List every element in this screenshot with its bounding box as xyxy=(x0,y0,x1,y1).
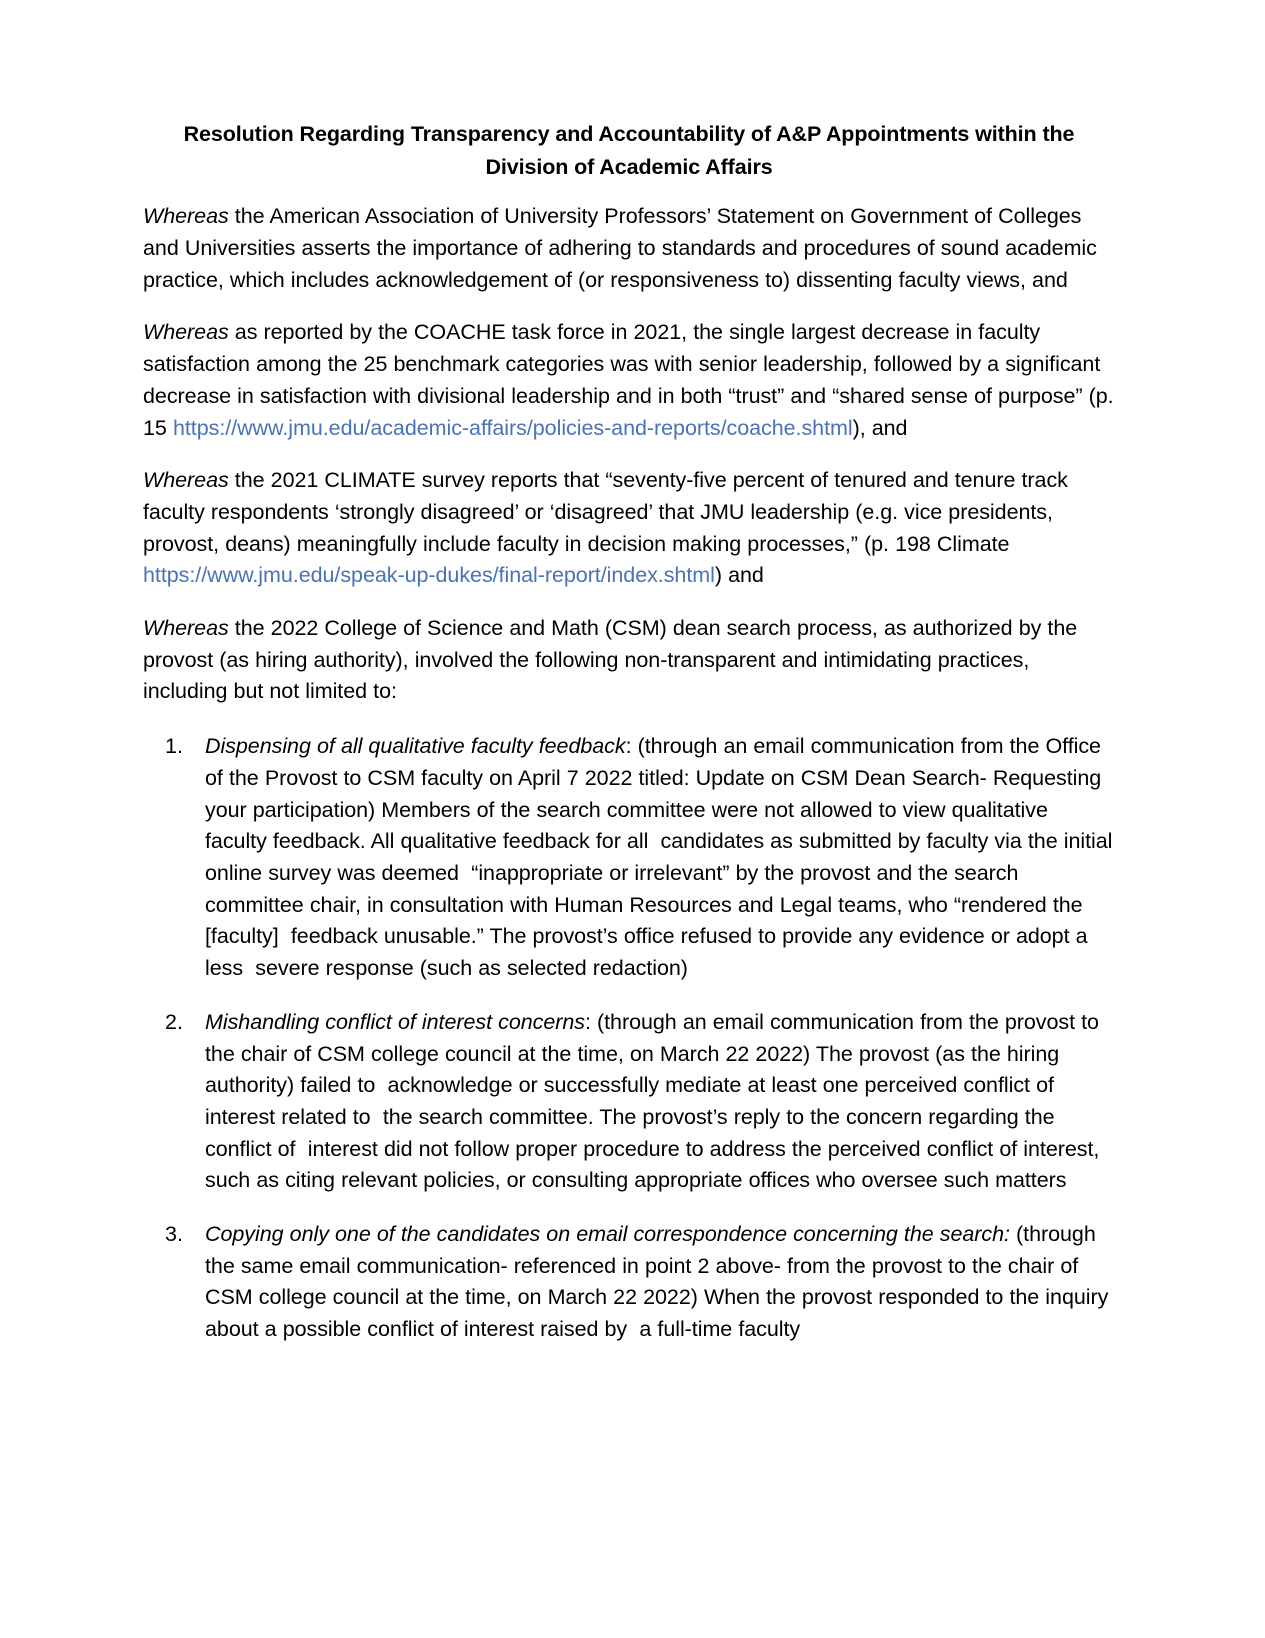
coache-report-link[interactable]: https://www.jmu.edu/academic-affairs/policies-and-reports/coache.shtml xyxy=(172,415,853,440)
whereas-keyword: Whereas xyxy=(143,204,229,229)
clause-body-after-link: ) and xyxy=(714,563,764,588)
list-item-body: (through the same email communication- referenced in point 2 above- from the provost to the chair of CSM college council at the time, on March 22 2022) When the provost responded to the inquiry about a possible conflict of interest raised by a full-time faculty xyxy=(205,1222,1115,1342)
list-item-lead: Mishandling conflict of interest concerns xyxy=(205,1009,585,1034)
page-title: Resolution Regarding Transparency and Accountability of A&P Appointments within the Division of Academic Affairs xyxy=(183,122,1075,179)
whereas-keyword: Whereas xyxy=(143,616,229,641)
whereas-clause-1 xyxy=(143,201,1115,296)
whereas-clause-4 xyxy=(143,613,1115,708)
list-item-body: : (through an email communication from the provost to the chair of CSM college council at the time, on March 22 2022) The provost (as the hiring authority) failed to acknowledge or successfully mediate at least one perceived conflict of interest related to the search committee. The provost’s reply to the concern regarding the conflict of interest did not follow proper procedure to address the perceived conflict of interest, such as citing relevant policies, or consulting appropriate offices who oversee such matters xyxy=(205,1009,1112,1193)
list-item-body: : (through an email communication from the Office of the Provost to CSM faculty on April 7 2022 titled: Update on CSM Dean Search- Requesting your participation) Members of the search committee were not allowed to view qualitative faculty feedback. All qualitative feedback for all candidates as submitted by faculty via the initial online survey was deemed “inappropriate or irrelevant” by the provost and the search committee chair, in consultation with Human Resources and Legal teams, who “rendered the [faculty] feedback unusable.” The provost’s office refused to provide any evidence or adopt a less severe response (such as selected redaction) xyxy=(205,734,1119,981)
climate-report-link[interactable]: https://www.jmu.edu/speak-up-dukes/final-report/index.shtml xyxy=(143,563,715,588)
whereas-clause-3 xyxy=(143,465,1115,592)
whereas-keyword: Whereas xyxy=(143,468,229,493)
list-item xyxy=(189,1007,1115,1197)
whereas-clause-2 xyxy=(143,317,1120,444)
clause-body: the American Association of University Professors’ Statement on Government of Colleges and Universities asserts the importance of adhering to standards and procedures of sound academic practice, which includes acknowledgement of (or responsiveness to) dissenting faculty views, and xyxy=(143,204,1103,292)
whereas-keyword: Whereas xyxy=(143,320,229,345)
list-item-lead: Dispensing of all qualitative faculty feedback xyxy=(205,734,626,759)
list-item xyxy=(189,1219,1115,1346)
practices-list xyxy=(143,731,1119,1346)
clause-body-before-link: as reported by the COACHE task force in 2021, the single largest decrease in faculty satisfaction among the 25 benchmark categories was with senior leadership, followed by a significant decrease in satisfaction with divisional leadership and in both “trust” and “shared sense of purpose” (p. 15 xyxy=(143,320,1120,440)
list-item xyxy=(189,731,1119,985)
clause-body: the 2022 College of Science and Math (CSM) dean search process, as authorized by the provost (as hiring authority), involved the following non-transparent and intimidating practices, including but not limited to: xyxy=(143,616,1084,704)
list-item-lead: Copying only one of the candidates on email correspondence concerning the search: xyxy=(205,1222,1010,1247)
clause-body-after-link: ), and xyxy=(852,415,908,440)
clause-body-before-link: the 2021 CLIMATE survey reports that “seventy-five percent of tenured and tenure track faculty respondents ‘strongly disagreed’ or ‘disagreed’ that JMU leadership (e.g. vice presidents, provost, deans) meaningfully include faculty in decision making processes,” (p. 198 Climate xyxy=(143,468,1074,556)
